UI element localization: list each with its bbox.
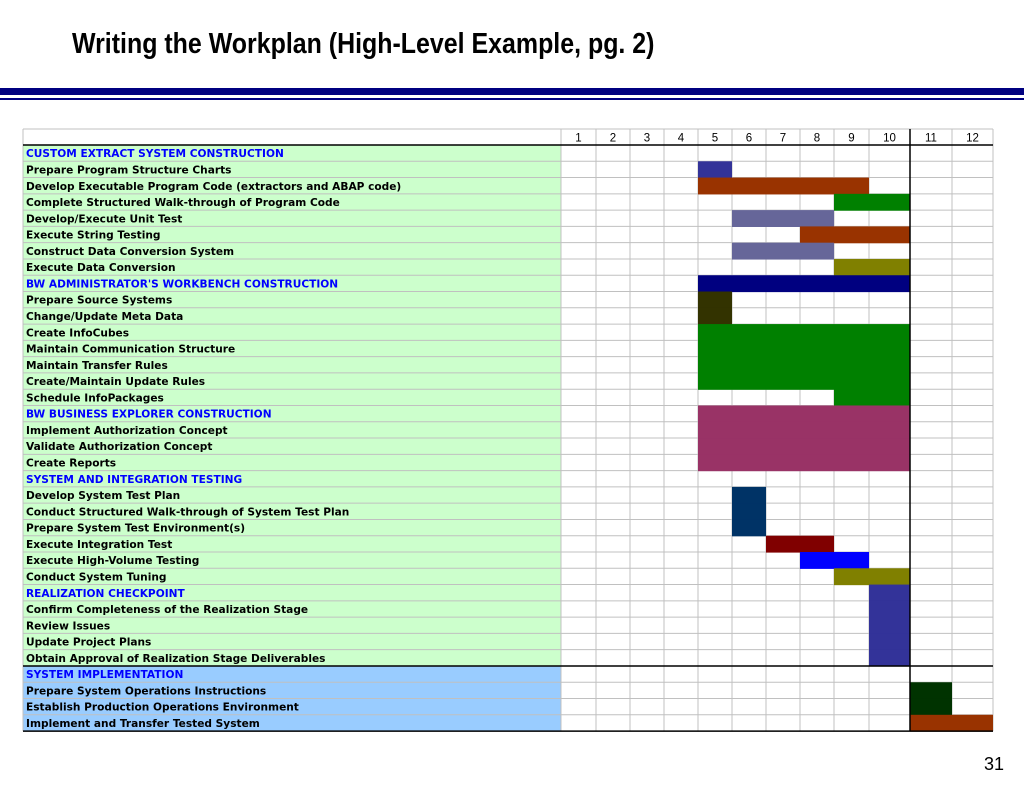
- gantt-bar: [698, 340, 910, 357]
- gantt-bar: [800, 552, 869, 569]
- task-label: Maintain Transfer Rules: [26, 359, 168, 372]
- gantt-bar: [698, 438, 910, 455]
- column-header-label: 7: [779, 132, 787, 145]
- gantt-bar: [766, 536, 834, 553]
- column-header-label: 8: [813, 132, 821, 145]
- task-label: Prepare System Test Environment(s): [26, 522, 246, 535]
- task-label: Execute String Testing: [26, 229, 161, 242]
- task-label: Review Issues: [26, 620, 111, 633]
- gantt-bar: [698, 275, 910, 292]
- gantt-bar: [834, 259, 910, 276]
- section-header-label: BW BUSINESS EXPLORER CONSTRUCTION: [26, 408, 272, 421]
- section-header-label: SYSTEM IMPLEMENTATION: [26, 669, 184, 682]
- column-header-label: 3: [643, 132, 651, 145]
- gantt-bar: [698, 373, 910, 390]
- task-label: Execute Data Conversion: [26, 262, 176, 275]
- slide-title: Writing the Workplan (High-Level Example, pg. 2): [72, 28, 655, 60]
- task-label: Conduct Structured Walk-through of System Test Plan: [26, 506, 350, 519]
- column-header-label: 2: [609, 132, 617, 145]
- task-label: Create Reports: [26, 457, 117, 470]
- task-label: Schedule InfoPackages: [26, 392, 164, 405]
- gantt-bar: [732, 487, 766, 504]
- column-header-label: 6: [745, 132, 753, 145]
- gantt-bar: [869, 650, 910, 667]
- task-label: Implement and Transfer Tested System: [26, 718, 260, 730]
- page-number: 31: [983, 754, 1004, 774]
- gantt-bar: [698, 161, 732, 178]
- gantt-bar: [834, 389, 910, 406]
- task-label: Prepare Source Systems: [26, 294, 173, 307]
- gantt-bar: [834, 194, 910, 211]
- gantt-bar: [698, 292, 732, 309]
- gantt-bar: [732, 210, 834, 227]
- task-label: Prepare Program Structure Charts: [26, 164, 232, 177]
- gantt-bar: [869, 633, 910, 650]
- gantt-bar: [910, 715, 993, 732]
- task-label: Change/Update Meta Data: [26, 311, 184, 323]
- task-label: Execute Integration Test: [26, 538, 173, 551]
- task-label: Complete Structured Walk-through of Program Code: [26, 197, 340, 210]
- gantt-bar: [732, 243, 834, 260]
- column-header-label: 4: [677, 132, 685, 145]
- task-label: Develop Executable Program Code (extractors and ABAP code): [26, 180, 402, 193]
- task-label: Execute High-Volume Testing: [26, 555, 200, 568]
- section-header-label: CUSTOM EXTRACT SYSTEM CONSTRUCTION: [26, 148, 284, 161]
- gantt-bar: [732, 503, 766, 520]
- task-label: Conduct System Tuning: [26, 571, 167, 584]
- task-label: Validate Authorization Concept: [26, 441, 213, 454]
- section-header-label: REALIZATION CHECKPOINT: [26, 587, 185, 600]
- column-header-label: 11: [925, 132, 937, 145]
- gantt-bar: [698, 454, 910, 471]
- gantt-bar: [698, 324, 910, 341]
- column-header-label: 10: [883, 132, 896, 145]
- task-label: Construct Data Conversion System: [26, 245, 235, 258]
- task-label: Obtain Approval of Realization Stage Deliverables: [26, 652, 326, 665]
- task-label: Confirm Completeness of the Realization Stage: [26, 604, 309, 617]
- task-label: Create/Maintain Update Rules: [26, 376, 206, 389]
- section-header-label: BW ADMINISTRATOR'S WORKBENCH CONSTRUCTION: [26, 278, 339, 291]
- column-header-label: 9: [848, 132, 855, 145]
- task-label: Prepare System Operations Instructions: [26, 685, 267, 698]
- task-label: Maintain Communication Structure: [26, 343, 236, 356]
- gantt-bar: [698, 308, 732, 325]
- gantt-bar: [834, 568, 910, 585]
- gantt-bar: [910, 699, 952, 716]
- task-label: Implement Authorization Concept: [26, 424, 228, 437]
- task-label: Update Project Plans: [26, 636, 152, 649]
- gantt-bar: [910, 682, 952, 699]
- gantt-bar: [869, 601, 910, 618]
- gantt-bar: [800, 226, 910, 243]
- task-label: Develop System Test Plan: [26, 490, 181, 503]
- column-header-label: 1: [575, 132, 582, 145]
- column-header-label: 12: [966, 132, 979, 145]
- task-label: Create InfoCubes: [26, 327, 130, 340]
- gantt-bar: [869, 617, 910, 634]
- column-header-label: 5: [711, 132, 719, 145]
- section-header-label: SYSTEM AND INTEGRATION TESTING: [26, 473, 243, 486]
- task-label: Develop/Execute Unit Test: [26, 213, 183, 226]
- gantt-bar: [869, 585, 910, 602]
- gantt-bar: [732, 519, 766, 536]
- gantt-bar: [698, 405, 910, 422]
- gantt-bar: [698, 178, 869, 195]
- gantt-bar: [698, 422, 910, 439]
- gantt-bar: [698, 357, 910, 374]
- task-label: Establish Production Operations Environment: [26, 701, 299, 714]
